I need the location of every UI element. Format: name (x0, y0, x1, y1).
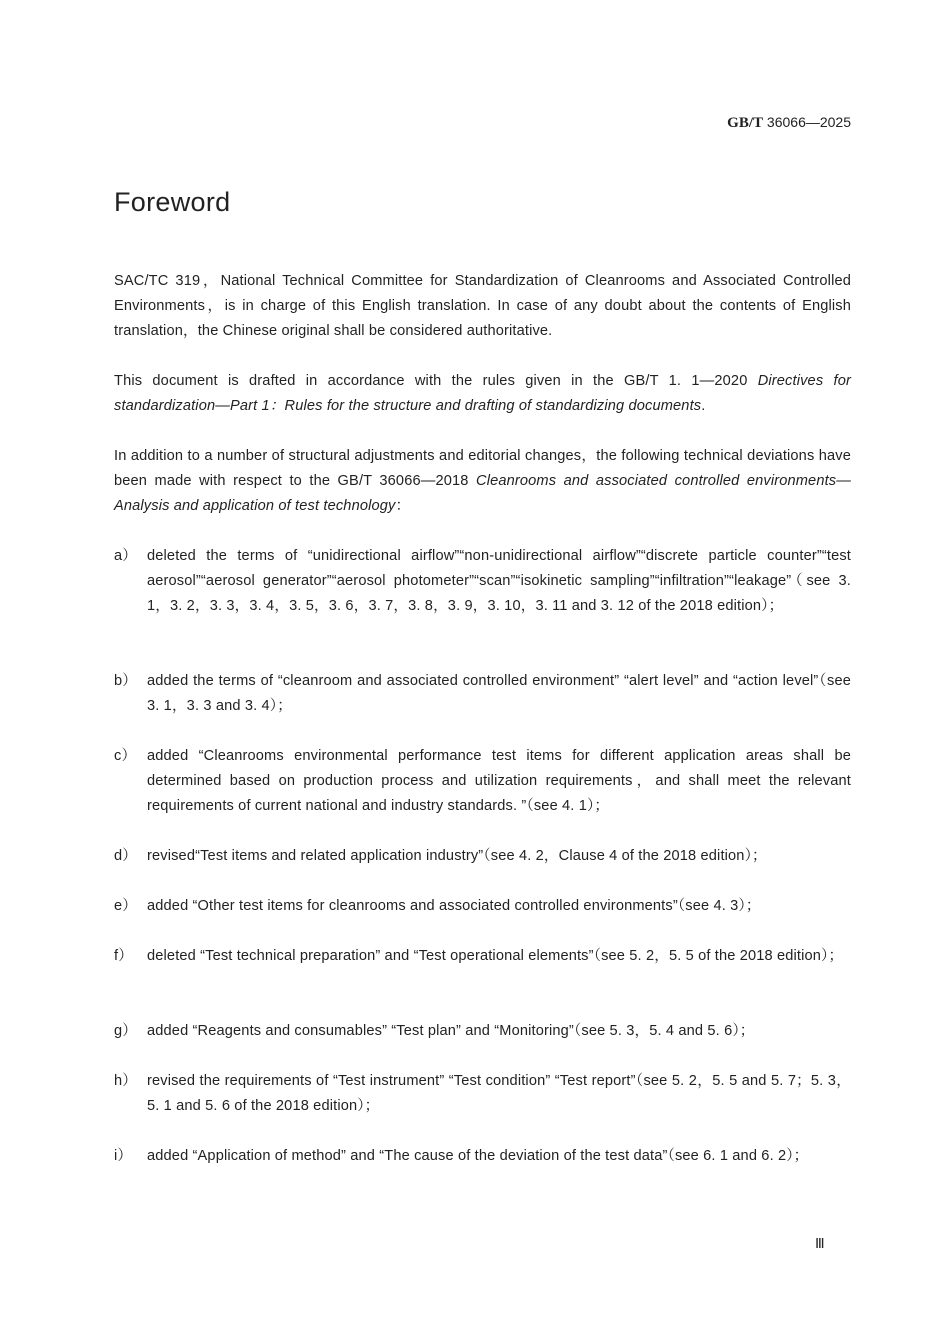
standard-code-header (727, 114, 851, 132)
list-marker: c） (114, 748, 137, 764)
list-item (114, 744, 851, 819)
list-marker: h） (114, 1073, 138, 1089)
list-marker: i） (114, 1148, 133, 1164)
list-marker: a） (114, 548, 138, 564)
list-item-text: added “Cleanrooms environmental performance test items for different application areas shall be determined based on production process and utilization requirements，and shall meet the relevant requirements of current national and industry standards. ”（see 4. 1）； (147, 748, 851, 814)
page-number: Ⅲ (815, 1237, 825, 1252)
paragraph-text: . (701, 398, 706, 414)
list-item-text: revised the requirements of “Test instrument” “Test condition” “Test report”（see 5. 2，5. 5 and 5. 7；5. 3，5. 1 and 5. 6 of the 2018 edition）； (147, 1073, 851, 1114)
list-item (114, 844, 851, 869)
list-marker: e） (114, 898, 138, 914)
paragraph-text: This document is drafted in accordance with the rules given in the GB/T 1. 1—2020 (114, 373, 758, 389)
page-title: Foreword (114, 187, 231, 217)
list-item-text: deleted “Test technical preparation” and “Test operational elements”（see 5. 2，5. 5 of the 2018 edition）； (147, 948, 844, 964)
paragraph-deviations-intro (114, 444, 851, 519)
list-item (114, 894, 851, 919)
paragraph-translation-note (114, 269, 851, 344)
list-item (114, 944, 851, 969)
standard-prefix: GB/T (727, 115, 764, 131)
list-item-text: added “Other test items for cleanrooms and associated controlled environments”（see 4. 3）； (147, 898, 761, 914)
paragraph-drafting-rules (114, 369, 851, 419)
list-item (114, 1069, 851, 1119)
standard-number: 36066—2025 (766, 114, 851, 130)
list-marker: d） (114, 848, 138, 864)
list-item (114, 544, 851, 619)
list-item-text: deleted the terms of “unidirectional airflow”“non-unidirectional airflow”“discrete particle counter”“test aerosol”“aerosol generator”“aerosol photometer”“scan”“isokinetic sampling”“infiltration”“leakage”（see 3. 1，3. 2，3. 3，3. 4，3. 5，3. 6，3. 7，3. 8，3. 9，3. 10，3. 11 and 3. 12 of the 2018 edition）； (147, 548, 851, 614)
paragraph-text: In addition to a number of structural adjustments and editorial changes，the following technical deviations have been made with respect to the GB/T 36066—2018 (114, 448, 851, 489)
paragraph-text: SAC/TC 319，National Technical Committee for Standardization of Cleanrooms and Associated Controlled Environments，is in charge of this English translation. In case of any doubt about the contents of English translation，the Chinese original shall be considered authoritative. (114, 273, 851, 339)
list-item-text: added “Reagents and consumables” “Test plan” and “Monitoring”（see 5. 3，5. 4 and 5. 6）； (147, 1023, 755, 1039)
list-item-text: revised“Test items and related application industry”（see 4. 2，Clause 4 of the 2018 edition）； (147, 848, 767, 864)
list-marker: f） (114, 948, 133, 964)
list-marker: g） (114, 1023, 138, 1039)
referenced-document-title: Directives for standardization—Part 1：Rules for the structure and drafting of standardizing documents (114, 373, 851, 414)
list-item-text: added “Application of method” and “The cause of the deviation of the test data”（see 6. 1 and 6. 2）； (147, 1148, 809, 1164)
list-item-text: added the terms of “cleanroom and associated controlled environment” “alert level” and “action level”（see 3. 1，3. 3 and 3. 4）； (147, 673, 851, 714)
list-item (114, 1144, 851, 1169)
list-item (114, 1019, 851, 1044)
paragraph-text: ： (395, 498, 411, 514)
referenced-document-title: Cleanrooms and associated controlled environments—Analysis and application of test technology (114, 473, 851, 514)
list-marker: b） (114, 673, 138, 689)
list-item (114, 669, 851, 719)
